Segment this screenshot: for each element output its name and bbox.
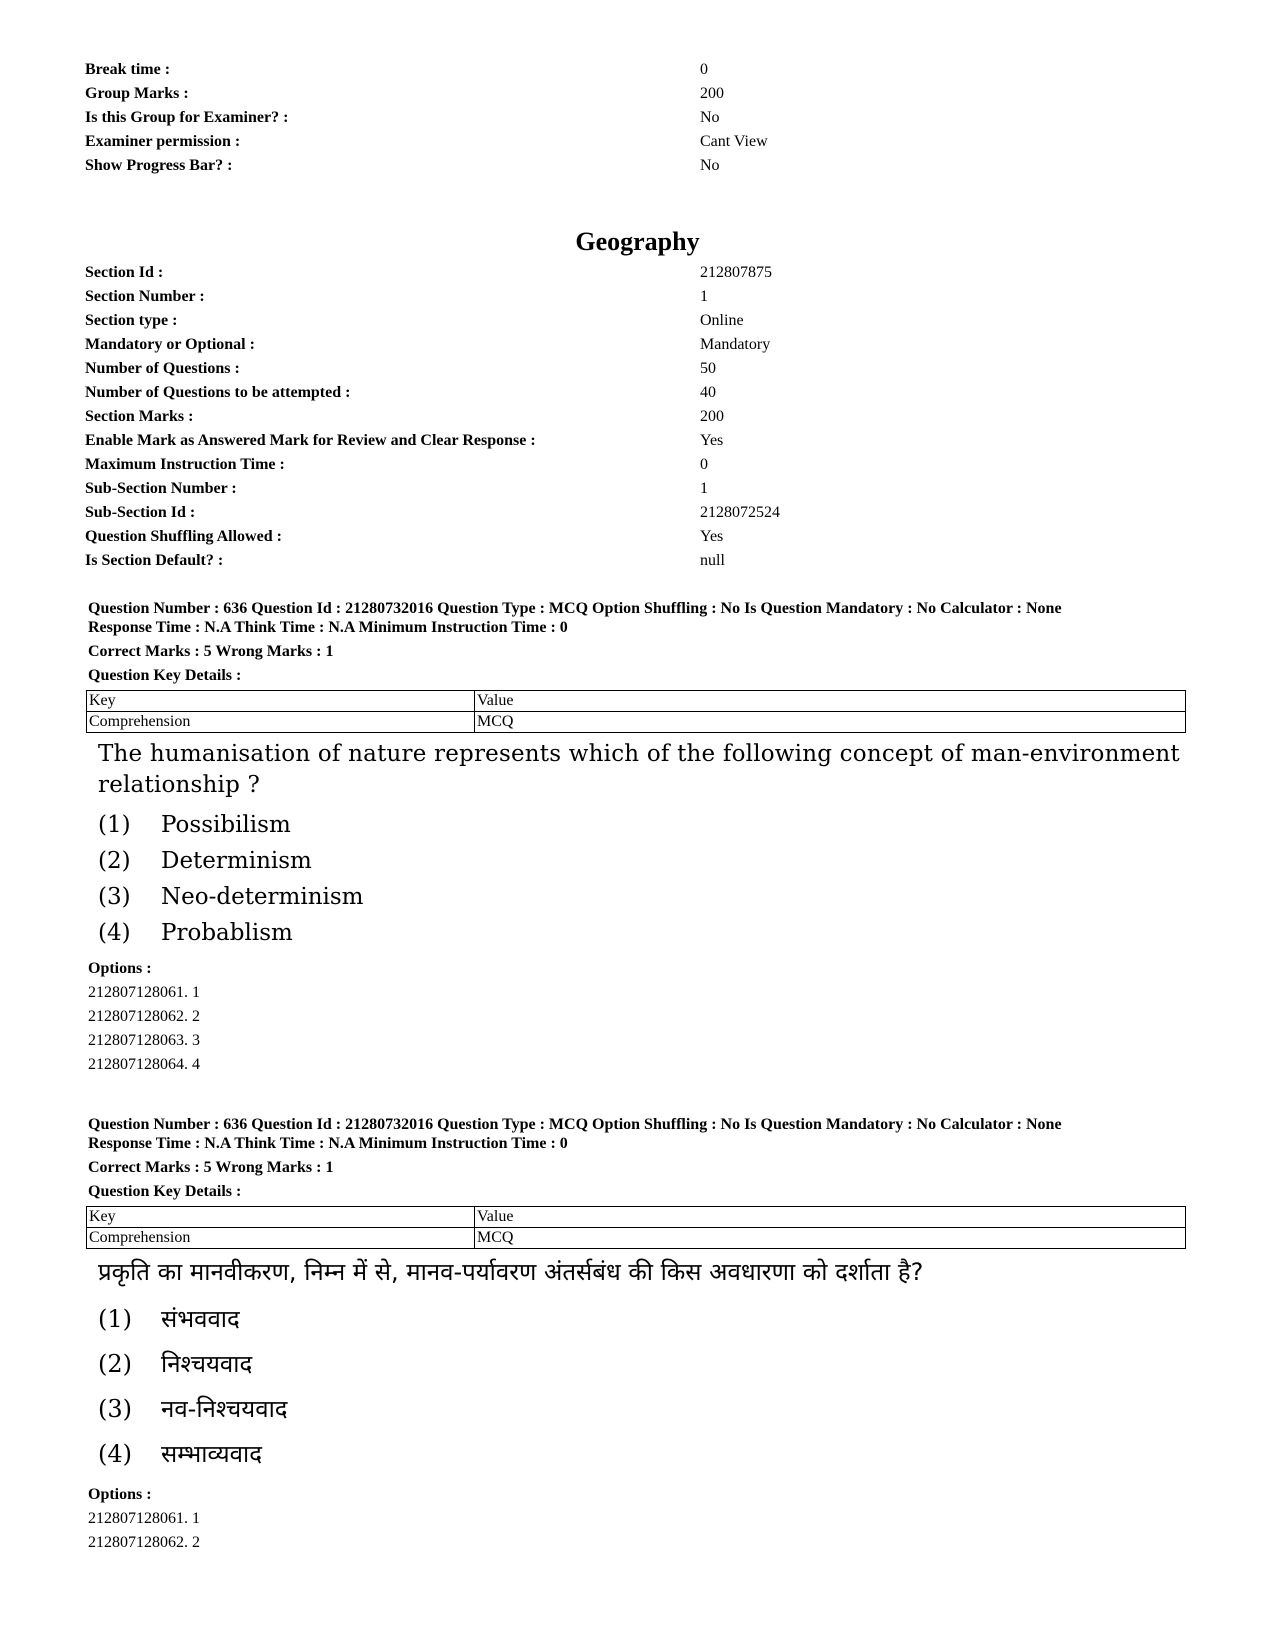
field-label: Examiner permission : [85,133,241,150]
field-value: Mandatory [700,336,771,353]
section-title: Geography [575,227,700,256]
question-header-line: Response Time : N.A Think Time : N.A Minimum Instruction Time : 0 [88,1135,568,1152]
choice-number: (1) [98,1305,132,1333]
choice-text: Neo-determinism [161,884,364,910]
field-value: 212807875 [700,264,772,281]
field-value: 40 [700,384,716,401]
group-info-row [85,106,1185,130]
choice-text: Probablism [161,920,293,946]
table-header-row [87,1207,1186,1228]
section-info-row [85,477,1185,501]
field-value: null [700,552,725,569]
answer-choice [98,807,1188,843]
choice-number: (4) [98,920,131,946]
question-body [98,1255,1188,1477]
section-info-row [85,285,1185,309]
answer-choice [98,1342,1188,1387]
group-info-list [85,58,1185,178]
field-label: Sub-Section Number : [85,480,237,497]
answer-choice [98,1432,1188,1477]
section-info-row [85,453,1185,477]
choice-number: (2) [98,848,131,874]
choice-text: नव-निश्चयवाद [161,1395,288,1423]
field-value: Online [700,312,744,329]
option-id: 212807128061. 1 [88,984,200,1001]
field-value: 50 [700,360,716,377]
section-info-row [85,381,1185,405]
table-header-row [87,691,1186,712]
field-value: 200 [700,85,724,102]
option-id: 212807128063. 3 [88,1032,200,1049]
section-info-row [85,357,1185,381]
choice-text: Possibilism [161,812,291,838]
field-value: 2128072524 [700,504,780,521]
question-key-details-label: Question Key Details : [88,1183,242,1200]
question-header-line: Question Number : 636 Question Id : 21280732016 Question Type : MCQ Option Shuffling : No Is Question Mandatory : No Calculator : None [88,1116,1062,1133]
group-info-row [85,82,1185,106]
answer-choice [98,843,1188,879]
question-key-table [86,1206,1186,1249]
group-info-row [85,130,1185,154]
question-header-line: Response Time : N.A Think Time : N.A Minimum Instruction Time : 0 [88,619,568,636]
table-row [87,1228,1186,1249]
table-cell: MCQ [475,712,1186,733]
field-value: Yes [700,528,724,545]
table-header-cell: Value [475,1207,1186,1228]
field-label: Mandatory or Optional : [85,336,255,353]
option-id: 212807128061. 1 [88,1510,200,1527]
section-info-row [85,333,1185,357]
choice-text: निश्चयवाद [161,1350,253,1378]
group-info-row [85,58,1185,82]
choice-number: (4) [98,1440,132,1468]
field-label: Maximum Instruction Time : [85,456,285,473]
field-label: Sub-Section Id : [85,504,196,521]
field-value: Yes [700,432,724,449]
field-label: Show Progress Bar? : [85,157,233,174]
question-marks: Correct Marks : 5 Wrong Marks : 1 [88,643,334,660]
field-label: Enable Mark as Answered Mark for Review and Clear Response : [85,432,536,449]
field-label: Section Number : [85,288,205,305]
question-key-table [86,690,1186,733]
option-id: 212807128064. 4 [88,1056,200,1073]
option-id: 212807128062. 2 [88,1008,200,1025]
field-label: Question Shuffling Allowed : [85,528,282,545]
table-header-cell: Key [87,1207,475,1228]
choice-number: (2) [98,1350,132,1378]
choice-number: (1) [98,812,131,838]
question-body [98,739,1188,951]
field-value: 0 [700,61,708,78]
table-cell: MCQ [475,1228,1186,1249]
field-label: Section type : [85,312,178,329]
table-cell: Comprehension [87,1228,475,1249]
field-value: 1 [700,480,708,497]
section-info-row [85,261,1185,285]
section-info-list [85,261,1185,573]
field-value: No [700,157,720,174]
choice-number: (3) [98,884,131,910]
answer-choice [98,915,1188,951]
field-label: Number of Questions to be attempted : [85,384,351,401]
question-block-hindi [88,1115,1188,1555]
section-info-row [85,309,1185,333]
answer-choice [98,1297,1188,1342]
choice-text: संभववाद [161,1305,240,1333]
question-key-details-label: Question Key Details : [88,667,242,684]
field-value: 200 [700,408,724,425]
field-value: 1 [700,288,708,305]
field-label: Number of Questions : [85,360,240,377]
section-info-row [85,405,1185,429]
section-info-row [85,501,1185,525]
field-value: 0 [700,456,708,473]
field-label: Section Id : [85,264,164,281]
field-value: Cant View [700,133,768,150]
choice-number: (3) [98,1395,132,1423]
table-header-cell: Key [87,691,475,712]
field-label: Is this Group for Examiner? : [85,109,289,126]
question-text: The humanisation of nature represents which of the following concept of man-environment relationship ? [98,741,1180,798]
field-value: No [700,109,720,126]
question-header-line: Question Number : 636 Question Id : 21280732016 Question Type : MCQ Option Shuffling : No Is Question Mandatory : No Calculator : None [88,600,1062,617]
field-label: Section Marks : [85,408,194,425]
table-header-cell: Value [475,691,1186,712]
section-info-row [85,429,1185,453]
question-marks: Correct Marks : 5 Wrong Marks : 1 [88,1159,334,1176]
section-info-row [85,549,1185,573]
choice-text: सम्भाव्यवाद [161,1440,262,1468]
options-label: Options : [88,1486,152,1503]
table-cell: Comprehension [87,712,475,733]
table-row [87,712,1186,733]
field-label: Is Section Default? : [85,552,224,569]
options-label: Options : [88,960,152,977]
option-id: 212807128062. 2 [88,1534,200,1551]
answer-choice [98,1387,1188,1432]
field-label: Group Marks : [85,85,189,102]
group-info-row [85,154,1185,178]
question-text: प्रकृति का मानवीकरण, निम्न में से, मानव-पर्यावरण अंतर्सबंध की किस अवधारणा को दर्शाता है? [98,1258,924,1286]
answer-choice [98,879,1188,915]
field-label: Break time : [85,61,171,78]
section-info-row [85,525,1185,549]
choice-text: Determinism [161,848,312,874]
question-block-english [88,599,1188,1077]
